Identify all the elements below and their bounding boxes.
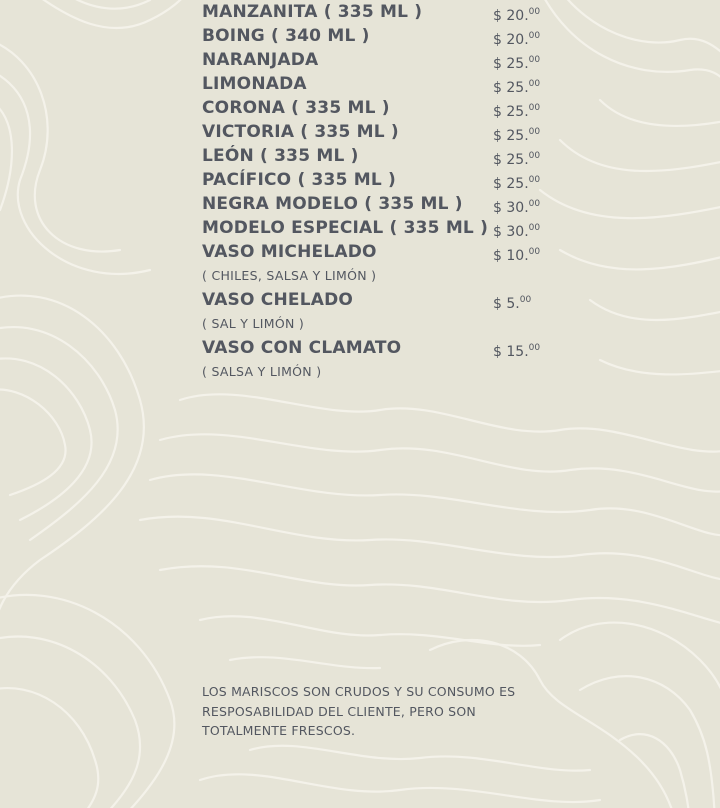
item-name: PACÍFICO ( 335 ML ) [202, 170, 396, 190]
menu-item [202, 48, 602, 72]
item-price: $ 25.00 [493, 151, 541, 168]
menu-item [202, 216, 602, 240]
item-name: CORONA ( 335 ML ) [202, 98, 390, 118]
menu-item [202, 0, 602, 24]
item-name: LIMONADA [202, 74, 307, 94]
item-price: $ 30.00 [493, 199, 541, 216]
item-price: $ 25.00 [493, 175, 541, 192]
menu-item [202, 24, 602, 48]
menu-item [202, 72, 602, 96]
item-price: $ 25.00 [493, 127, 541, 144]
item-name: MODELO ESPECIAL ( 335 ML ) [202, 218, 489, 238]
menu-item [202, 168, 602, 192]
item-price: $ 10.00 [493, 247, 541, 264]
item-price: $ 15.00 [493, 343, 541, 360]
item-price: $ 5.00 [493, 295, 532, 312]
menu-item [202, 120, 602, 144]
item-name: VASO MICHELADO [202, 242, 377, 262]
item-price: $ 20.00 [493, 7, 541, 24]
drinks-menu [202, 0, 602, 384]
menu-item [202, 288, 602, 312]
item-price: $ 25.00 [493, 79, 541, 96]
item-name: NARANJADA [202, 50, 319, 70]
item-price: $ 30.00 [493, 223, 541, 240]
item-price: $ 20.00 [493, 31, 541, 48]
item-price: $ 25.00 [493, 55, 541, 72]
item-price: $ 25.00 [493, 103, 541, 120]
item-note: ( CHILES, SALSA Y LIMÓN ) [202, 268, 377, 283]
item-name: NEGRA MODELO ( 335 ML ) [202, 194, 463, 214]
item-name: LEÓN ( 335 ML ) [202, 146, 359, 166]
menu-item [202, 144, 602, 168]
menu-item [202, 336, 602, 360]
item-name: VICTORIA ( 335 ML ) [202, 122, 399, 142]
disclaimer-line: RESPOSABILIDAD DEL CLIENTE, PERO SON [202, 703, 476, 719]
item-name: MANZANITA ( 335 ML ) [202, 2, 423, 22]
item-note: ( SAL Y LIMÓN ) [202, 316, 305, 331]
menu-item [202, 192, 602, 216]
menu-item [202, 96, 602, 120]
item-name: VASO CON CLAMATO [202, 338, 402, 358]
item-name: BOING ( 340 ML ) [202, 26, 370, 46]
disclaimer-line: LOS MARISCOS SON CRUDOS Y SU CONSUMO ES [202, 684, 516, 699]
item-name: VASO CHELADO [202, 290, 354, 310]
menu-item [202, 240, 602, 264]
item-note: ( SALSA Y LIMÓN ) [202, 364, 322, 379]
disclaimer-line: TOTALMENTE FRESCOS. [202, 723, 356, 738]
disclaimer [202, 682, 542, 741]
